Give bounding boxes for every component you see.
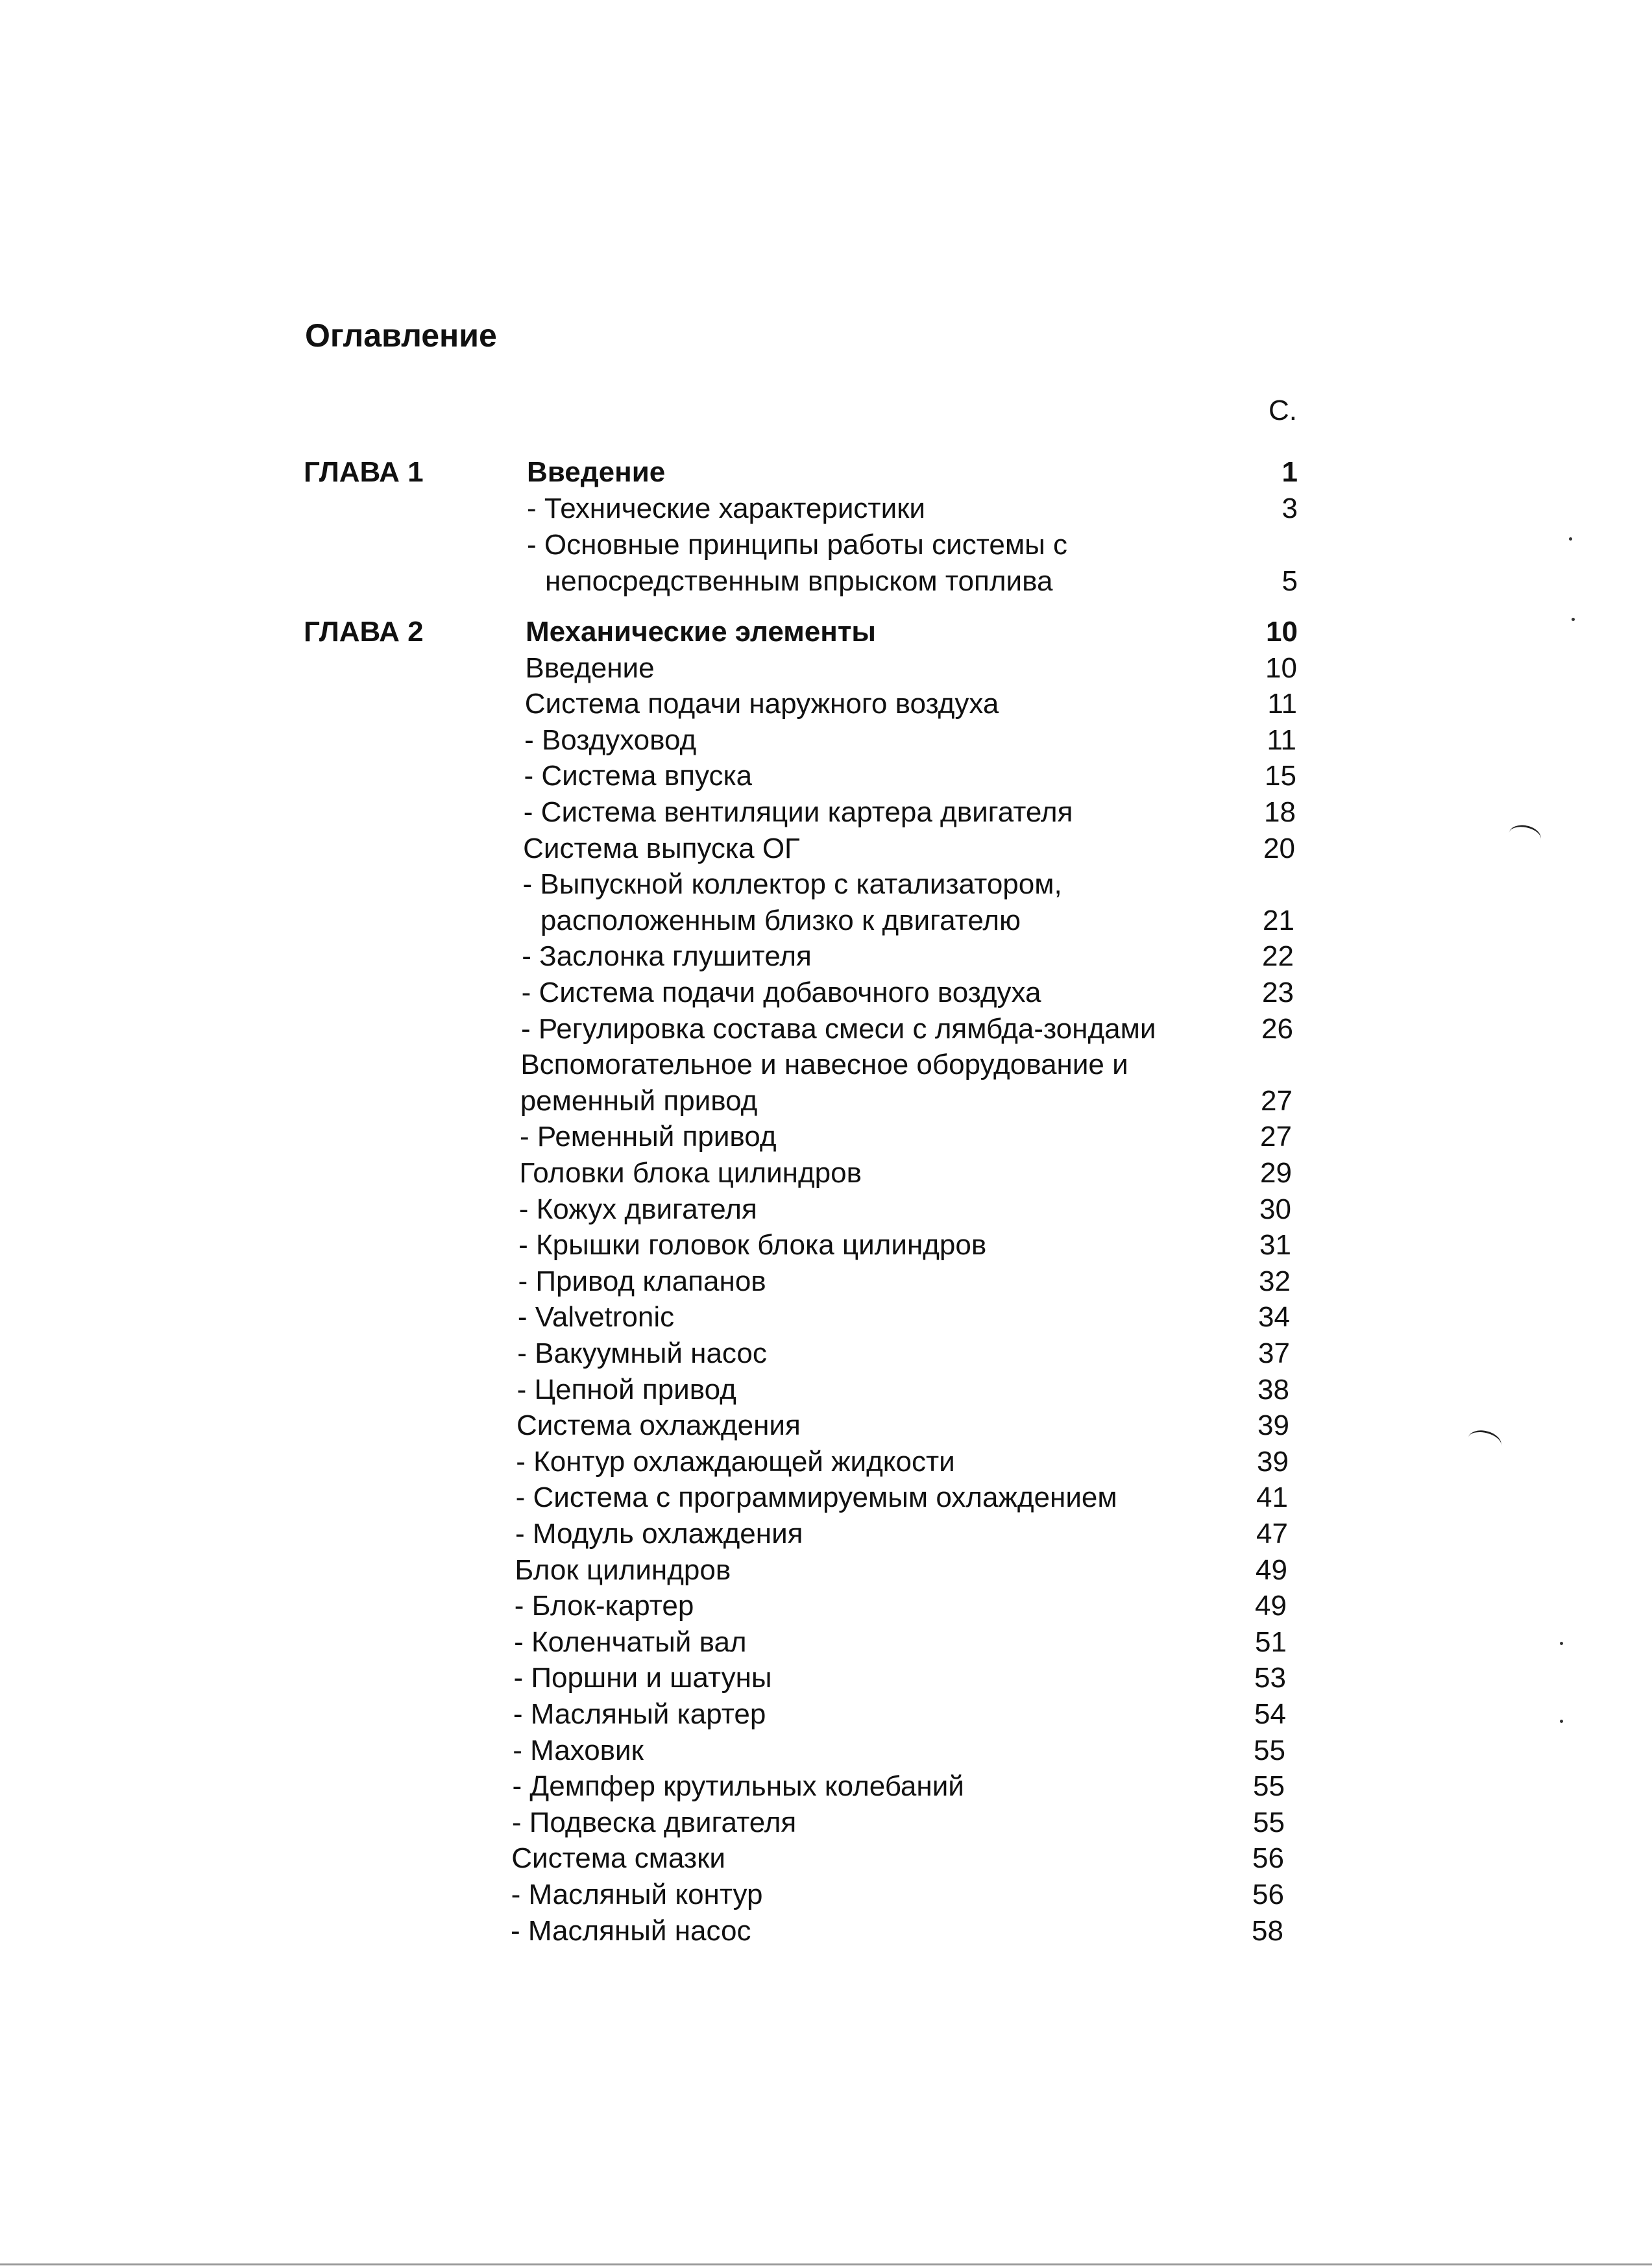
entry-page: 34 bbox=[1258, 1301, 1290, 1334]
entry-page: 41 bbox=[1256, 1482, 1288, 1514]
entry-title: - Крышки головок блока цилиндров bbox=[518, 1229, 987, 1262]
toc-entry bbox=[0, 1119, 1652, 1155]
toc-entry bbox=[0, 614, 1652, 650]
entry-title: - Привод клапанов bbox=[518, 1265, 766, 1297]
toc-entry bbox=[0, 1805, 1652, 1841]
toc-entry bbox=[0, 831, 1652, 867]
toc-entry bbox=[0, 1335, 1652, 1372]
entry-page: 58 bbox=[1252, 1914, 1283, 1947]
toc-entry bbox=[0, 1516, 1652, 1552]
entry-title: Система смазки bbox=[511, 1842, 725, 1875]
entry-page: 55 bbox=[1254, 1734, 1285, 1766]
scan-speck bbox=[1569, 537, 1572, 541]
entry-title: - Выпускной коллектор с катализатором, bbox=[522, 868, 1062, 901]
entry-title: ременный привод bbox=[520, 1084, 758, 1117]
entry-page: 22 bbox=[1262, 940, 1294, 973]
toc-entry bbox=[0, 1588, 1652, 1624]
entry-page: 49 bbox=[1255, 1590, 1287, 1622]
entry-page: 1 bbox=[1282, 456, 1298, 488]
toc-entry bbox=[0, 1408, 1652, 1444]
toc-entry bbox=[0, 686, 1652, 722]
toc-entry bbox=[0, 1696, 1652, 1733]
toc-entry bbox=[0, 1372, 1652, 1408]
toc-entry bbox=[0, 563, 1652, 600]
toc-entry bbox=[0, 491, 1652, 527]
entry-title: Система охлаждения bbox=[516, 1409, 801, 1442]
entry-page: 11 bbox=[1267, 688, 1297, 720]
toc-entry bbox=[0, 1840, 1652, 1877]
entry-page: 21 bbox=[1263, 904, 1294, 936]
toc-entry bbox=[0, 1227, 1652, 1263]
toc-entry bbox=[0, 1191, 1652, 1228]
entry-page: 27 bbox=[1260, 1121, 1292, 1153]
entry-title: - Модуль охлаждения bbox=[515, 1518, 803, 1550]
entry-page: 56 bbox=[1252, 1879, 1284, 1910]
entry-title: - Коленчатый вал bbox=[514, 1626, 747, 1658]
toc-entry bbox=[0, 1011, 1652, 1047]
entry-title: - Технические характеристики bbox=[527, 493, 925, 524]
entry-page: 26 bbox=[1261, 1012, 1293, 1045]
entry-title: - Кожух двигателя bbox=[518, 1193, 757, 1225]
toc-entry bbox=[0, 1047, 1652, 1083]
entry-title: - Основные принципы работы системы с bbox=[527, 529, 1067, 561]
toc-entry bbox=[0, 938, 1652, 975]
entry-title: Механические элементы bbox=[526, 616, 876, 648]
entry-page: 3 bbox=[1282, 493, 1298, 524]
entry-title: - Система вентиляции картера двигателя bbox=[523, 796, 1073, 828]
entry-title: - Воздуховод bbox=[524, 724, 697, 756]
entry-title: - Цепной привод bbox=[516, 1373, 736, 1406]
toc-entry bbox=[0, 722, 1652, 759]
toc-entry bbox=[0, 1299, 1652, 1335]
entry-title: - Система с программируемым охлаждением bbox=[515, 1482, 1117, 1514]
entry-page: 11 bbox=[1267, 724, 1296, 756]
toc-entry bbox=[0, 1083, 1652, 1119]
scan-speck bbox=[1560, 1720, 1563, 1723]
entry-title: - Масляный контур bbox=[511, 1879, 763, 1910]
entry-page: 30 bbox=[1259, 1193, 1291, 1225]
entry-title: Система выпуска ОГ bbox=[523, 832, 800, 864]
toc-entry bbox=[0, 1155, 1652, 1191]
entry-page: 10 bbox=[1265, 652, 1297, 684]
toc-entry bbox=[0, 903, 1652, 939]
entry-page: 55 bbox=[1253, 1770, 1285, 1803]
entry-title: - Маховик bbox=[513, 1734, 644, 1766]
scan-speck bbox=[1560, 1642, 1563, 1645]
entry-page: 39 bbox=[1257, 1445, 1289, 1478]
entry-title: непосредственным впрыском топлива bbox=[545, 565, 1053, 597]
entry-page: 53 bbox=[1254, 1662, 1286, 1694]
entry-page: 38 bbox=[1257, 1373, 1289, 1406]
entry-title: Введение bbox=[525, 652, 655, 684]
entry-page: 51 bbox=[1255, 1626, 1287, 1658]
entry-title: - Демпфер крутильных колебаний bbox=[512, 1770, 964, 1803]
entry-page: 49 bbox=[1256, 1554, 1287, 1586]
entry-page: 31 bbox=[1259, 1229, 1291, 1262]
entry-title: - Масляный насос bbox=[511, 1914, 751, 1947]
entry-title: - Регулировка состава смеси с лямбда-зондами bbox=[520, 1012, 1156, 1045]
toc-entry bbox=[0, 1263, 1652, 1300]
entry-page: 15 bbox=[1265, 760, 1296, 792]
page-title: Оглавление bbox=[305, 317, 497, 354]
entry-page: 5 bbox=[1282, 565, 1298, 597]
entry-page: 29 bbox=[1260, 1157, 1292, 1189]
toc-entry bbox=[0, 1552, 1652, 1589]
entry-title: - Подвеска двигателя bbox=[511, 1806, 797, 1838]
toc-entry bbox=[0, 1733, 1652, 1769]
entry-title: расположенным близко к двигателю bbox=[540, 904, 1021, 936]
entry-page: 56 bbox=[1252, 1842, 1284, 1875]
chapter-label: ГЛАВА 2 bbox=[304, 616, 424, 648]
entry-title: - Масляный картер bbox=[513, 1698, 766, 1730]
page-column-label: С. bbox=[1269, 395, 1297, 426]
entry-page: 10 bbox=[1266, 616, 1298, 648]
scan-speck bbox=[1572, 618, 1575, 621]
entry-title: - Контур охлаждающей жидкости bbox=[516, 1445, 955, 1478]
entry-page: 55 bbox=[1253, 1806, 1285, 1838]
entry-title: Головки блока цилиндров bbox=[519, 1157, 862, 1189]
entry-title: - Блок-картер bbox=[514, 1590, 694, 1622]
toc-entry bbox=[0, 1624, 1652, 1661]
entry-page: 37 bbox=[1258, 1337, 1290, 1369]
entry-title: - Система подачи добавочного воздуха bbox=[521, 977, 1041, 1008]
entry-title: - Поршни и шатуны bbox=[513, 1662, 772, 1694]
toc-entry bbox=[0, 1660, 1652, 1696]
entry-page: 23 bbox=[1262, 977, 1294, 1008]
chapter-label: ГЛАВА 1 bbox=[304, 456, 424, 488]
entry-page: 18 bbox=[1264, 796, 1296, 828]
toc-entry bbox=[0, 1444, 1652, 1480]
toc-entry bbox=[0, 1480, 1652, 1516]
entry-title: Вспомогательное и навесное оборудование и bbox=[520, 1049, 1128, 1081]
toc-entry bbox=[0, 527, 1652, 563]
toc-entry bbox=[0, 866, 1652, 903]
entry-title: - Ременный привод bbox=[520, 1121, 777, 1153]
toc-entry bbox=[0, 650, 1652, 687]
toc-entry bbox=[0, 454, 1652, 491]
toc-entry bbox=[0, 1768, 1652, 1805]
scan-edge bbox=[0, 2263, 1652, 2265]
entry-page: 20 bbox=[1263, 832, 1295, 864]
entry-title: - Valvetronic bbox=[517, 1301, 675, 1334]
toc-entry bbox=[0, 1877, 1652, 1913]
entry-title: Введение bbox=[527, 456, 666, 488]
entry-title: - Заслонка глушителя bbox=[522, 940, 812, 973]
entry-title: - Вакуумный насос bbox=[517, 1337, 767, 1369]
entry-page: 47 bbox=[1256, 1518, 1288, 1550]
toc-entry bbox=[0, 975, 1652, 1011]
entry-page: 54 bbox=[1254, 1698, 1286, 1730]
entry-title: Блок цилиндров bbox=[515, 1554, 731, 1586]
entry-page: 27 bbox=[1261, 1084, 1293, 1117]
toc-entry bbox=[0, 794, 1652, 831]
toc-entry bbox=[0, 1913, 1652, 1949]
entry-page: 32 bbox=[1259, 1265, 1291, 1297]
entry-page: 39 bbox=[1257, 1409, 1289, 1442]
toc-entry bbox=[0, 758, 1652, 794]
entry-title: - Система впуска bbox=[524, 760, 753, 792]
entry-title: Система подачи наружного воздуха bbox=[524, 688, 999, 720]
